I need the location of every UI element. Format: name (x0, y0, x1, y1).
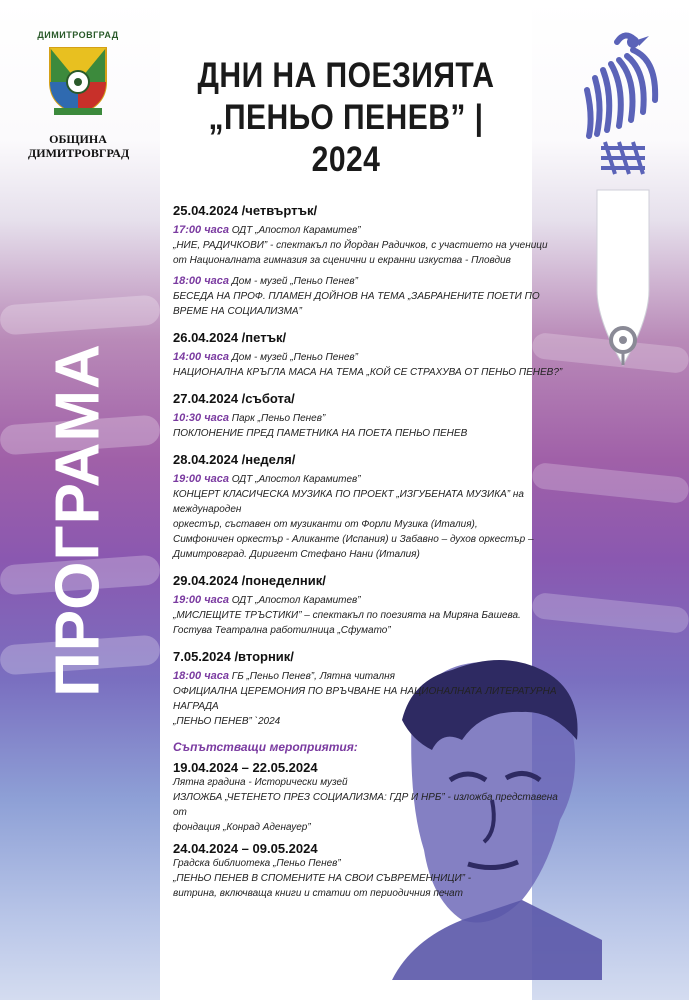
side-event-description: фондация „Конрад Аденауер” (173, 822, 311, 833)
event-description: БЕСЕДА НА ПРОФ. ПЛАМЕН ДОЙНОВ НА ТЕМА „ЗАБРАНЕНИТЕ ПОЕТИ ПО (173, 291, 540, 302)
event-place: Парк „Пеньо Пенев” (231, 413, 326, 424)
program-event (173, 274, 573, 319)
event-time: 19:00 часа (173, 473, 229, 485)
side-event-range: 24.04.2024 – 09.05.2024 (173, 841, 318, 856)
municipality-logo (28, 30, 128, 160)
event-description: „НИЕ, РАДИЧКОВИ” - спектакъл по Йордан Радичков, с участието на ученици (173, 240, 548, 251)
crest-icon (44, 42, 112, 118)
event-place: ОДТ „Апостол Карамитев” (231, 474, 361, 485)
title-line-1: ДНИ НА ПОЕЗИЯТА (197, 56, 495, 95)
municipality-name-line1: ОБЩИНА (49, 132, 107, 146)
day-date: 26.04.2024 /петък/ (173, 330, 287, 345)
program-day (173, 330, 573, 380)
event-description: оркестър, съставен от музиканти от Форли Музика (Италия), (173, 519, 478, 530)
event-time-place (173, 472, 573, 487)
event-time: 14:00 часа (173, 351, 229, 363)
event-description: Симфоничен оркестър - Аликанте (Испания) и Забавно – духов оркестър – (173, 534, 534, 545)
event-description: НАЦИОНАЛНА КРЪГЛА МАСА НА ТЕМА „КОЙ СЕ СТРАХУВА ОТ ПЕНЬО ПЕНЕВ?” (173, 367, 563, 378)
event-place: ОДТ „Апостол Карамитев” (231, 595, 361, 606)
event-description: от Националната гимназия за сценични и екранни изкуства - Пловдив (173, 255, 511, 266)
side-event (173, 841, 573, 901)
day-date: 7.05.2024 /вторник/ (173, 649, 294, 664)
event-description: „МИСЛЕЩИТЕ ТРЪСТИКИ” – спектакъл по поезията на Миряна Башева. (173, 610, 521, 621)
event-description: „ПЕНЬО ПЕНЕВ” `2024 (173, 716, 281, 727)
program-day (173, 649, 573, 729)
program-day (173, 573, 573, 638)
event-place: ОДТ „Апостол Карамитев” (231, 225, 361, 236)
side-event-description: „ПЕНЬО ПЕНЕВ В СПОМЕНИТЕ НА СВОИ СЪВРЕМЕННИЦИ” - (173, 873, 472, 884)
event-time-place (173, 350, 573, 365)
program-event (173, 350, 573, 380)
event-time-place (173, 274, 573, 289)
event-description: КОНЦЕРТ КЛАСИЧЕСКА МУЗИКА ПО ПРОЕКТ „ИЗГУБЕНАТА МУЗИКА” на международен (173, 489, 524, 515)
event-place: Дом - музей „Пеньо Пенев” (231, 276, 358, 287)
program-day (173, 391, 573, 441)
side-event-description: витрина, включваща книги и статии от периодичния печат (173, 888, 463, 899)
side-event-description: Градска библиотека „Пеньо Пенев” (173, 858, 341, 869)
day-date: 27.04.2024 /събота/ (173, 391, 295, 406)
side-event-description: Лятна градина - Исторически музей (173, 777, 348, 788)
page-title (160, 55, 532, 181)
program-event (173, 223, 573, 268)
event-description: Димитровград. Диригент Стефано Нани (Италия) (173, 549, 420, 560)
side-event (173, 760, 573, 835)
event-description: ВРЕМЕ НА СОЦИАЛИЗМА” (173, 306, 302, 317)
event-place: ГБ „Пеньо Пенев”, Лятна читалня (231, 671, 395, 682)
bird-pen-emblem-icon (575, 20, 665, 370)
program-day (173, 452, 573, 562)
program-day (173, 203, 573, 319)
event-time-place (173, 669, 573, 684)
event-time: 17:00 часа (173, 224, 229, 236)
event-description: Гостува Театрална работилница „Сфумато” (173, 625, 391, 636)
program-event (173, 411, 573, 441)
municipality-name (28, 132, 128, 160)
event-time: 18:00 часа (173, 670, 229, 682)
side-event-range: 19.04.2024 – 22.05.2024 (173, 760, 318, 775)
side-event-description: ИЗЛОЖБА „ЧЕТЕНЕТО ПРЕЗ СОЦИАЛИЗМА: ГДР И НРБ” - изложба представена от (173, 792, 558, 818)
program-list (173, 203, 573, 907)
title-line-2: „ПЕНЬО ПЕНЕВ” | 2024 (208, 98, 484, 179)
municipality-name-line2: ДИМИТРОВГРАД (28, 146, 130, 160)
event-time-place (173, 411, 573, 426)
event-time: 19:00 часа (173, 594, 229, 606)
event-place: Дом - музей „Пеньо Пенев” (231, 352, 358, 363)
day-date: 28.04.2024 /неделя/ (173, 452, 296, 467)
day-date: 25.04.2024 /четвъртък/ (173, 203, 318, 218)
logo-town-label: ДИМИТРОВГРАД (37, 30, 119, 40)
event-description: ОФИЦИАЛНА ЦЕРЕМОНИЯ ПО ВРЪЧВАНЕ НА НАЦИОНАЛНАТА ЛИТЕРАТУРНА НАГРАДА (173, 686, 557, 712)
event-description: ПОКЛОНЕНИЕ ПРЕД ПАМЕТНИКА НА ПОЕТА ПЕНЬО ПЕНЕВ (173, 428, 468, 439)
event-time-place (173, 223, 573, 238)
brush-stroke (0, 294, 161, 335)
program-event (173, 669, 573, 729)
event-time-place (173, 593, 573, 608)
program-vertical-title: ПРОГРАМА (43, 343, 113, 697)
event-time: 18:00 часа (173, 275, 229, 287)
event-time: 10:30 часа (173, 412, 229, 424)
side-events-heading: Съпътстващи мероприятия: (173, 740, 358, 754)
day-date: 29.04.2024 /понеделник/ (173, 573, 326, 588)
program-event (173, 593, 573, 638)
program-event (173, 472, 573, 562)
